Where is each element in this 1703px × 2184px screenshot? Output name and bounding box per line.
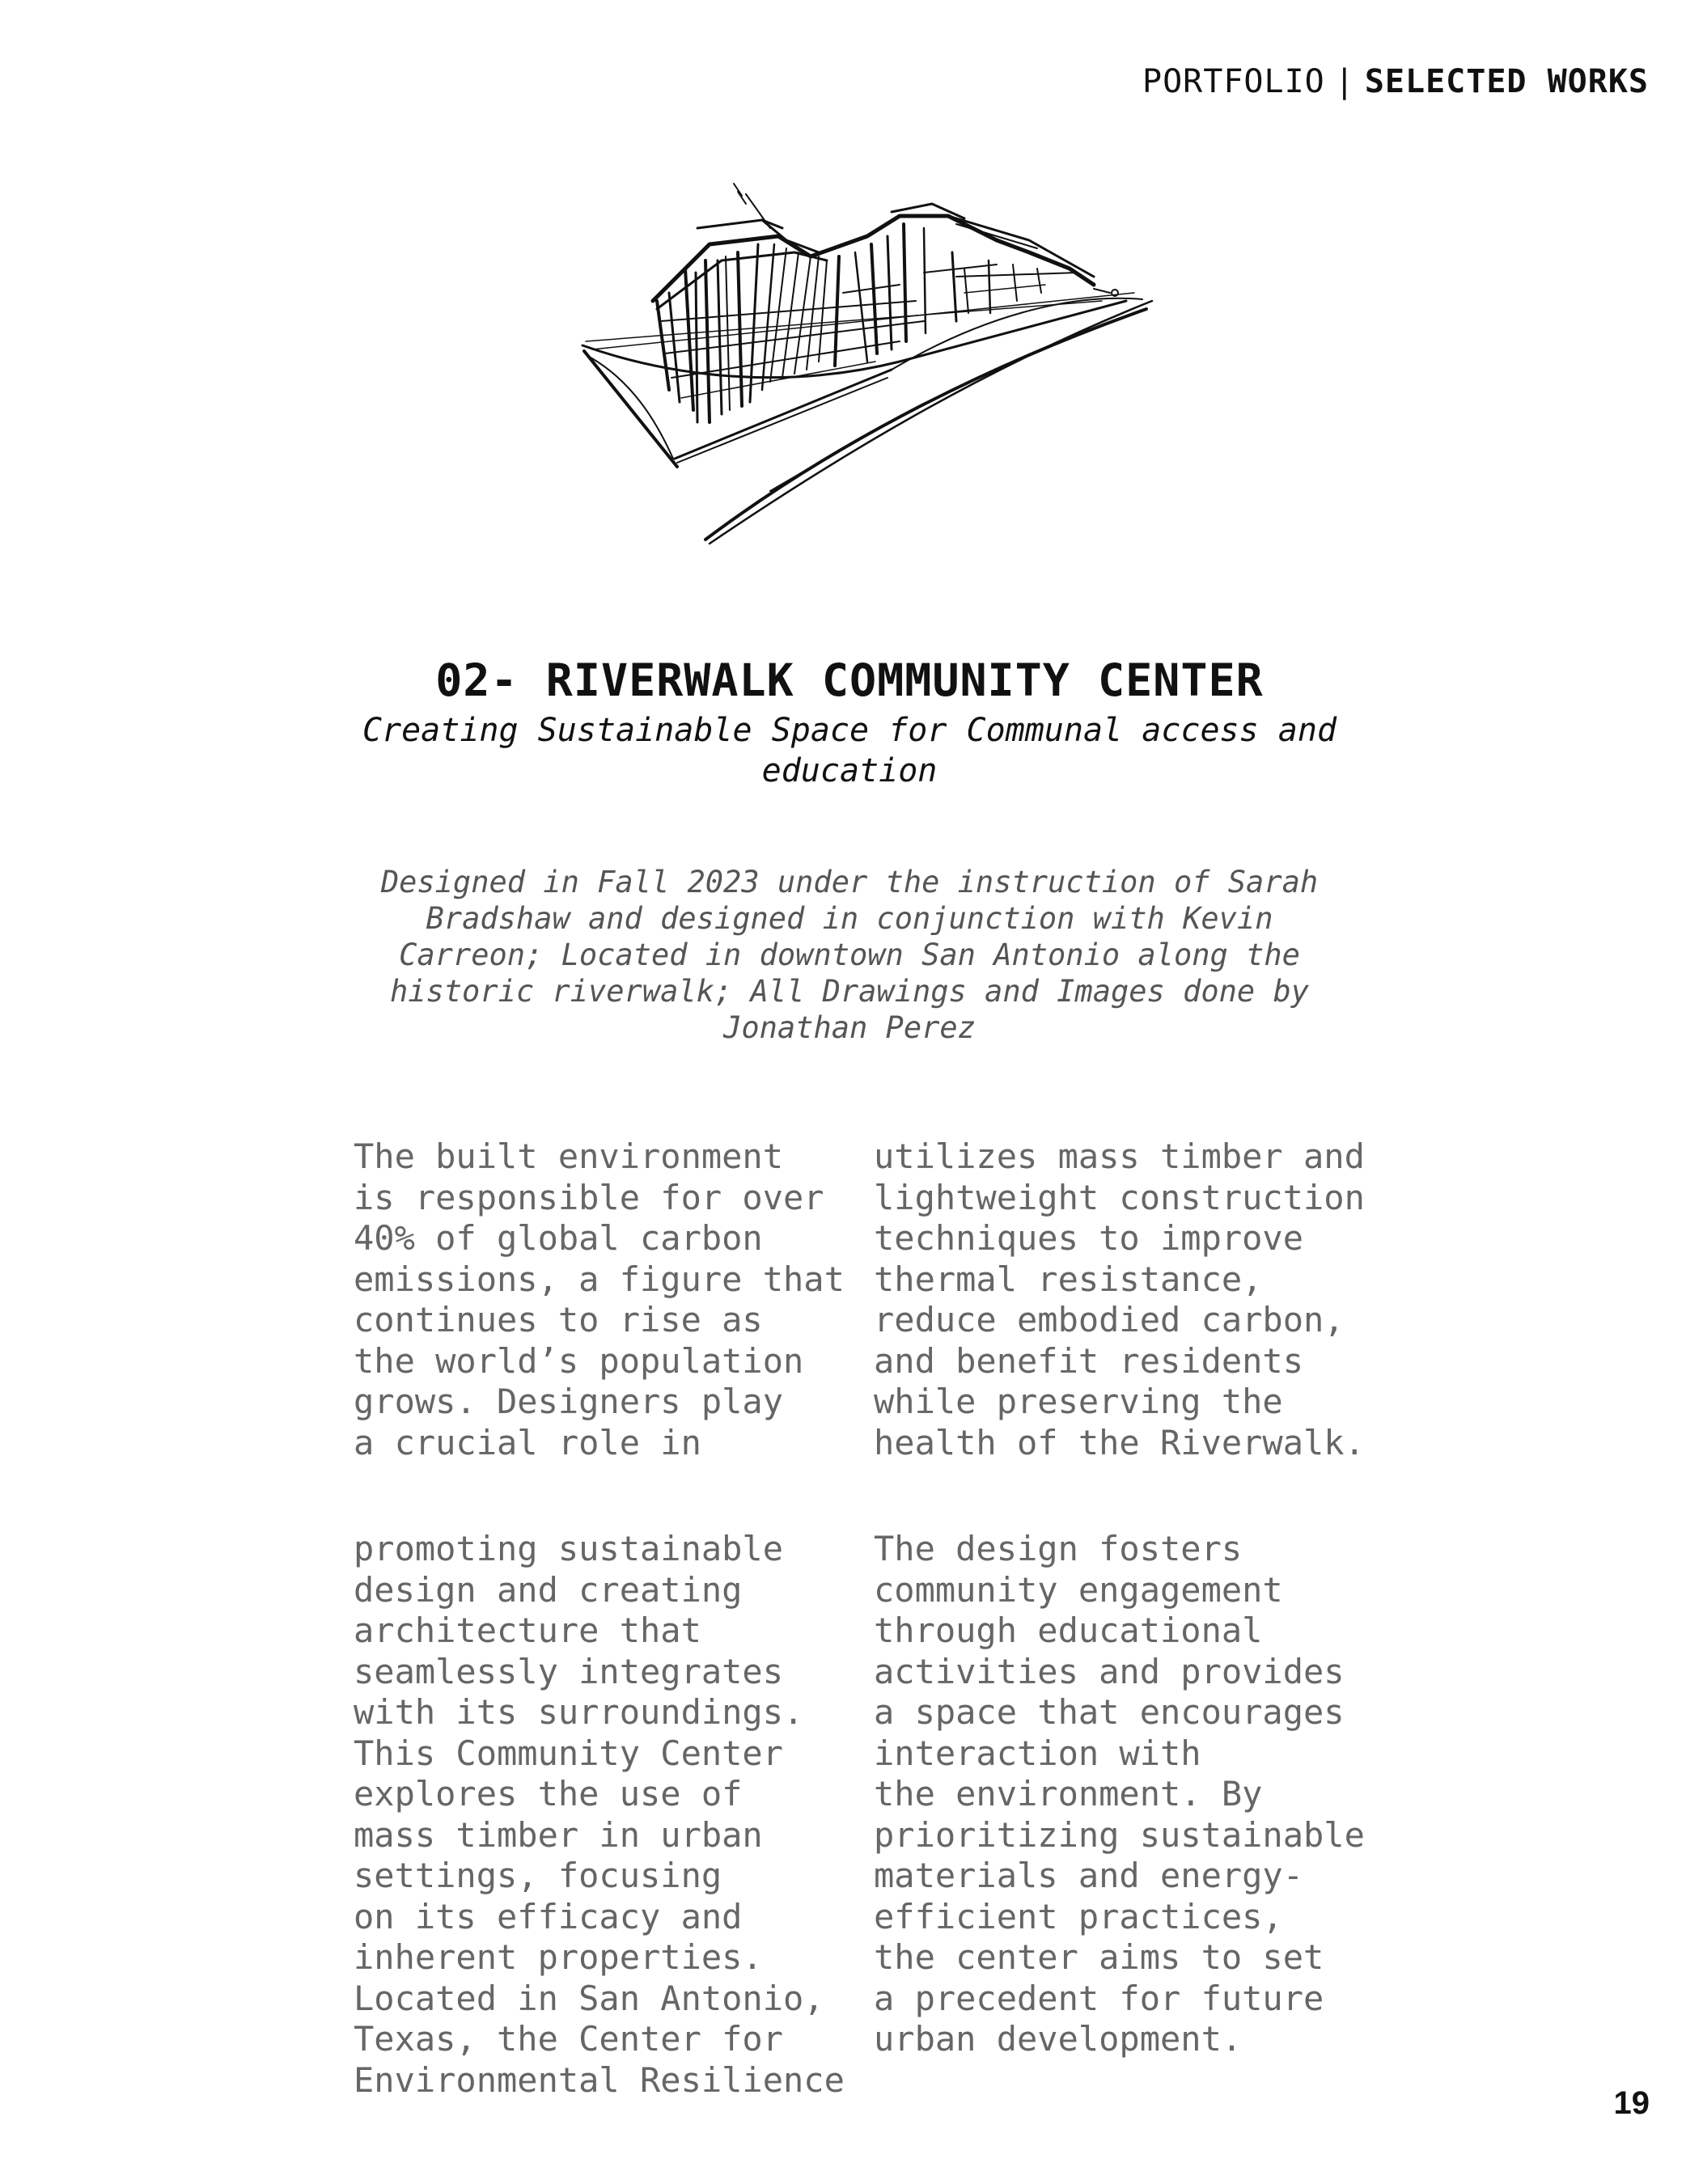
body-paragraph-3: promoting sustainable design and creating architecture that seamlessly integrates with its surroundings. This Community Center explores the use of mass timber in urban settings, focusing on its efficacy and inherent properties. Located in San Antonio, Texas, the Center for Environmental Resilience [354, 1529, 845, 2100]
header-subsection: SELECTED WORKS [1364, 63, 1649, 100]
project-title-block [324, 654, 1375, 791]
building-sketch-icon [576, 180, 1159, 556]
header-separator: | [1334, 63, 1355, 100]
header-section: PORTFOLIO [1142, 63, 1325, 100]
page-number: 19 [1613, 2085, 1650, 2121]
project-title: 02- RIVERWALK COMMUNITY CENTER [435, 654, 1264, 706]
body-paragraph-1: The built environment is responsible for over 40% of global carbon emissions, a figure that continues to rise as the world’s population grows. Designers play a crucial role in [354, 1136, 845, 1462]
body-paragraph-4: The design fosters community engagement through educational activities and provides a space that encourages interaction with the environment. By prioritizing sustainable materials and energy- efficient practices, the center aims to set a precedent for future urban development. [874, 1529, 1365, 2059]
project-credits: Designed in Fall 2023 under the instruction of Sarah Bradshaw and designed in conjunction with Kevin Carreon; Located in downtown San Antonio along the historic riverwalk; All Drawings and Images done by Jonathan Perez [380, 865, 1319, 1045]
body-paragraph-2: utilizes mass timber and lightweight construction techniques to improve thermal resistance, reduce embodied carbon, and benefit residents while preserving the health of the Riverwalk. [874, 1136, 1365, 1462]
page-header [1142, 63, 1649, 100]
project-subtitle: Creating Sustainable Space for Communal access and education [362, 712, 1337, 789]
